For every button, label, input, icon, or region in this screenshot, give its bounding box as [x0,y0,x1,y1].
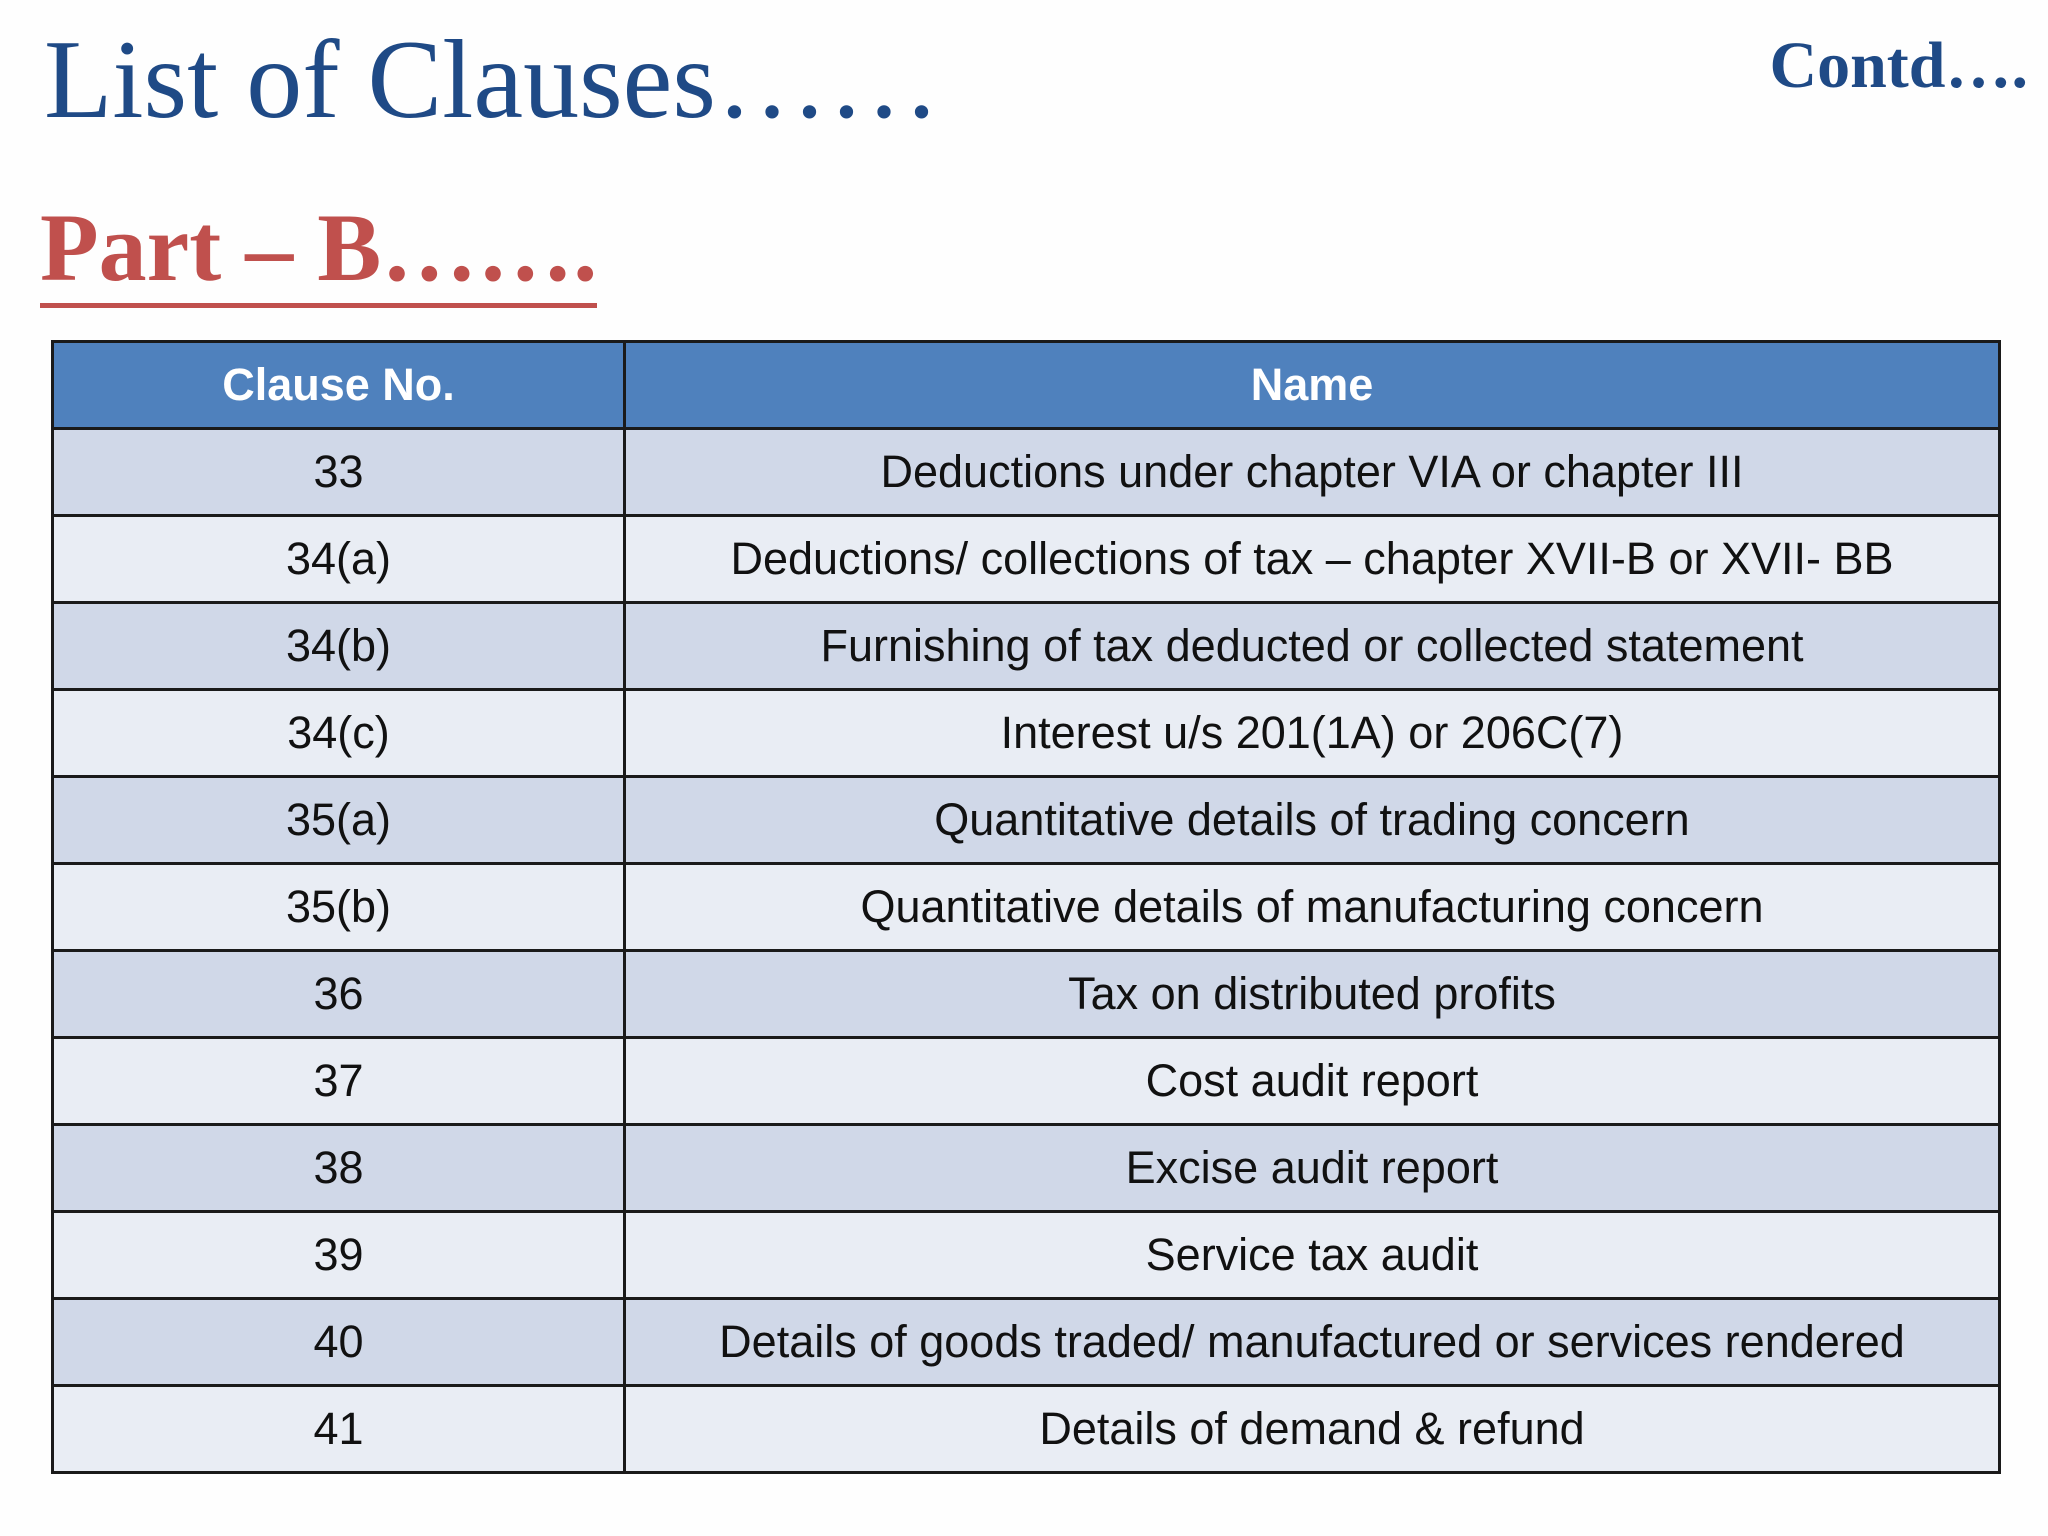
clause-number-cell: 34(c) [53,690,625,777]
clause-name-cell: Deductions under chapter VIA or chapter III [625,429,2000,516]
table-row [53,1386,2000,1473]
clause-number-cell: 38 [53,1125,625,1212]
page-title: List of Clauses…… [44,18,940,142]
table-row [53,864,2000,951]
clause-number-cell: 35(a) [53,777,625,864]
table-row [53,1299,2000,1386]
clause-name-cell: Service tax audit [625,1212,2000,1299]
clause-name-cell: Interest u/s 201(1A) or 206C(7) [625,690,2000,777]
table-row [53,1212,2000,1299]
table-row [53,429,2000,516]
clause-name-cell: Details of goods traded/ manufactured or services rendered [625,1299,2000,1386]
clause-number-cell: 39 [53,1212,625,1299]
continued-label: Contd…. [1769,29,2028,102]
clause-number-cell: 34(b) [53,603,625,690]
clause-name-cell: Excise audit report [625,1125,2000,1212]
clause-name-cell: Details of demand & refund [625,1386,2000,1473]
section-heading: Part – B……. [40,198,597,308]
clause-number-cell: 37 [53,1038,625,1125]
table-row [53,777,2000,864]
clause-number-cell: 35(b) [53,864,625,951]
clause-number-cell: 34(a) [53,516,625,603]
table-row [53,1038,2000,1125]
clause-number-cell: 36 [53,951,625,1038]
clause-name-cell: Deductions/ collections of tax – chapter XVII-B or XVII- BB [625,516,2000,603]
clause-name-cell: Tax on distributed profits [625,951,2000,1038]
column-header-name: Name [625,342,2000,429]
table-row [53,516,2000,603]
table-row [53,1125,2000,1212]
table-row [53,951,2000,1038]
clause-number-cell: 41 [53,1386,625,1473]
table-row [53,603,2000,690]
clause-name-cell: Cost audit report [625,1038,2000,1125]
clause-number-cell: 40 [53,1299,625,1386]
clause-number-cell: 33 [53,429,625,516]
clause-name-cell: Quantitative details of manufacturing concern [625,864,2000,951]
column-header-clause-no: Clause No. [53,342,625,429]
clause-name-cell: Furnishing of tax deducted or collected statement [625,603,2000,690]
table-header-row [53,342,2000,429]
table-row [53,690,2000,777]
clause-name-cell: Quantitative details of trading concern [625,777,2000,864]
clauses-table [51,340,2001,1474]
